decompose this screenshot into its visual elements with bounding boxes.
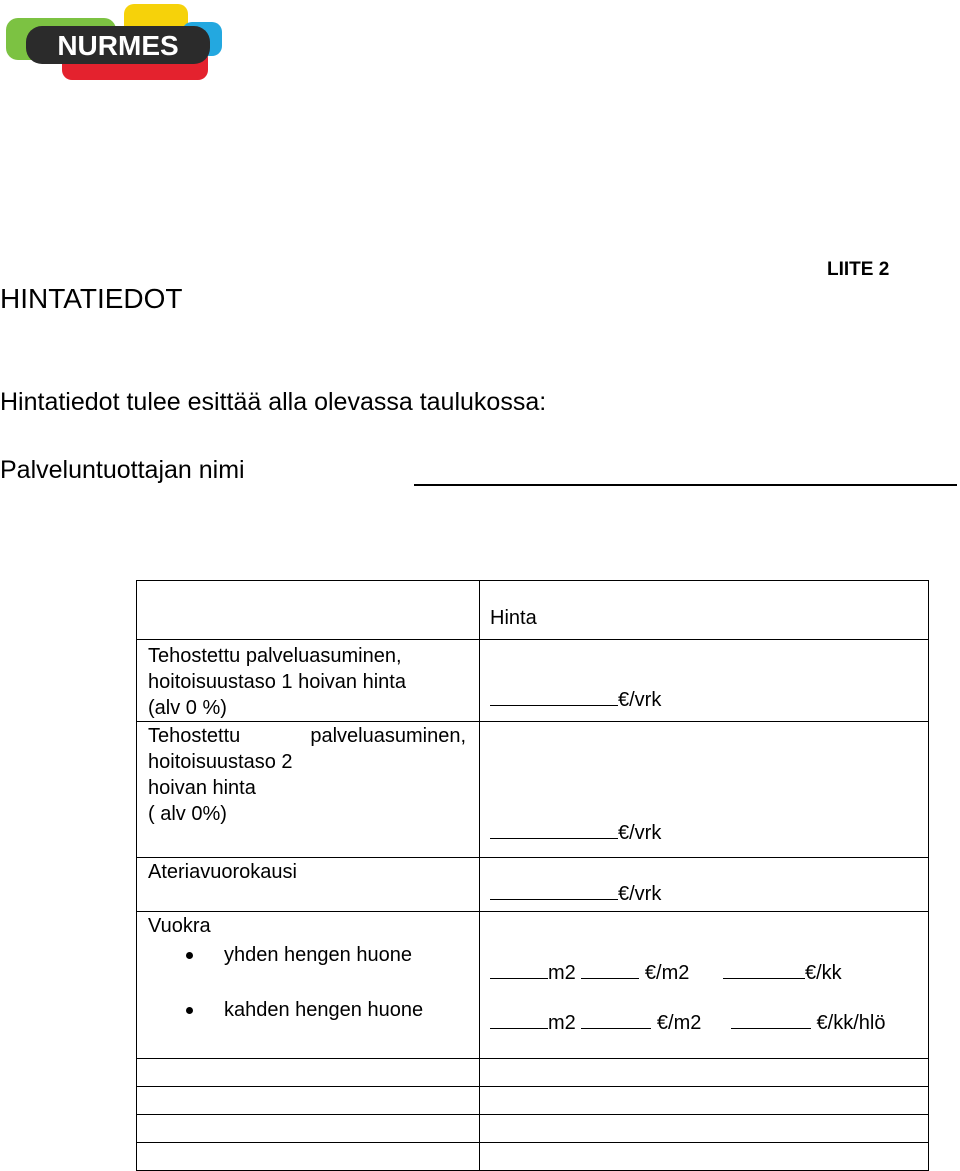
table-row <box>137 912 929 1059</box>
annex-label: LIITE 2 <box>827 259 890 280</box>
service-cell <box>137 912 480 1059</box>
price-input-line[interactable] <box>490 687 618 706</box>
per-kk-label: €/kk <box>804 962 842 984</box>
row4-item1: yhden hengen huone <box>224 944 412 966</box>
rent-per-person-input-line[interactable] <box>731 1010 811 1029</box>
price-per-m2-input-line[interactable] <box>581 960 639 979</box>
empty-cell <box>480 1143 929 1171</box>
per-m2-label: €/m2 <box>644 962 690 984</box>
bullet-icon <box>186 952 193 959</box>
row1-line3: (alv 0 %) <box>148 697 227 719</box>
service-cell <box>137 722 480 858</box>
service-cell <box>137 640 480 722</box>
empty-cell <box>137 1059 480 1087</box>
row1-price <box>490 687 661 713</box>
price-header-cell <box>480 581 929 640</box>
row2-price <box>490 820 661 846</box>
price-input-line[interactable] <box>490 820 618 839</box>
empty-row <box>137 1087 929 1115</box>
bullet-icon <box>186 1007 193 1014</box>
price-cell <box>480 912 929 1059</box>
price-cell <box>480 858 929 912</box>
price-cell <box>480 640 929 722</box>
unit-label: €/vrk <box>618 689 662 711</box>
price-header: Hinta <box>490 607 537 629</box>
row2-line1: Tehostettu palveluasuminen, <box>148 725 466 747</box>
empty-cell <box>480 1115 929 1143</box>
m2-label: m2 <box>548 962 576 984</box>
unit-label: €/vrk <box>618 822 662 844</box>
row1-line2: hoitoisuustaso 1 hoivan hinta <box>148 671 406 693</box>
empty-cell <box>480 1059 929 1087</box>
row1-line1: Tehostettu palveluasuminen, <box>148 645 402 667</box>
row2-line2: hoitoisuustaso 2 <box>148 751 293 773</box>
row2-line3: hoivan hinta <box>148 777 256 799</box>
rent-input-line[interactable] <box>723 960 805 979</box>
row4-label: Vuokra <box>148 915 211 937</box>
price-per-m2-input-line[interactable] <box>581 1010 651 1029</box>
header-empty-cell <box>137 581 480 640</box>
table-header-row <box>137 581 929 640</box>
nurmes-logo <box>6 4 222 82</box>
service-cell <box>137 858 480 912</box>
area-input-line[interactable] <box>490 960 548 979</box>
price-table <box>136 580 929 1171</box>
per-kk-hlo-label: €/kk/hlö <box>816 1012 886 1034</box>
logo-text: NURMES <box>57 30 179 61</box>
empty-row <box>137 1143 929 1171</box>
row3-label: Ateriavuorokausi <box>148 861 297 883</box>
provider-name-label: Palveluntuottajan nimi <box>0 456 245 484</box>
price-cell <box>480 722 929 858</box>
table-row <box>137 640 929 722</box>
document-title: HINTATIEDOT <box>0 283 183 314</box>
row2-line4: ( alv 0%) <box>148 803 227 825</box>
table-row <box>137 722 929 858</box>
area-input-line[interactable] <box>490 1010 548 1029</box>
provider-name-field[interactable] <box>414 484 957 486</box>
per-m2-label: €/m2 <box>656 1012 702 1034</box>
empty-row <box>137 1115 929 1143</box>
empty-cell <box>137 1115 480 1143</box>
empty-row <box>137 1059 929 1087</box>
m2-label: m2 <box>548 1012 576 1034</box>
table-row <box>137 858 929 912</box>
price-input-line[interactable] <box>490 881 618 900</box>
unit-label: €/vrk <box>618 883 662 905</box>
intro-text: Hintatiedot tulee esittää alla olevassa taulukossa: <box>0 388 547 416</box>
row3-price <box>490 881 661 907</box>
empty-cell <box>137 1087 480 1115</box>
empty-cell <box>480 1087 929 1115</box>
row4-item2: kahden hengen huone <box>224 999 424 1021</box>
row4-price-line1 <box>490 960 842 986</box>
empty-cell <box>137 1143 480 1171</box>
row4-price-line2 <box>490 1010 885 1036</box>
